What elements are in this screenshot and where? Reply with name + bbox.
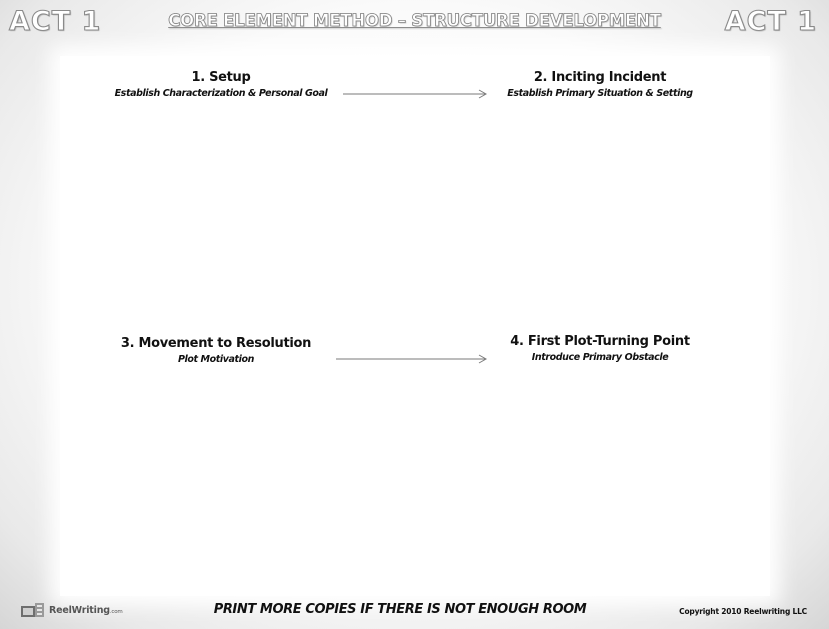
print-copies-note: PRINT MORE COPIES IF THERE IS NOT ENOUGH ROOM — [213, 602, 587, 617]
step-heading: 1. Setup — [191, 70, 251, 85]
arrow-setup-to-inciting — [343, 90, 486, 98]
step-subtitle: Establish Characterization & Personal Goal — [114, 88, 328, 99]
arrow-movement-to-turning-point — [336, 355, 486, 363]
step-subtitle: Establish Primary Situation & Setting — [507, 88, 693, 99]
act-label-left: ACT 1 — [9, 6, 102, 37]
step-heading: 3. Movement to Resolution — [120, 336, 312, 351]
copyright-text: Copyright 2010 Reelwriting LLC — [679, 607, 807, 616]
page-title: CORE ELEMENT METHOD – STRUCTURE DEVELOPMENT — [168, 11, 661, 30]
act-label-right: ACT 1 — [724, 6, 817, 37]
reelwriting-logo — [20, 600, 123, 620]
logo-text: ReelWriting.com — [49, 604, 123, 616]
film-reel-icon — [20, 601, 46, 619]
step-heading: 4. First Plot-Turning Point — [510, 334, 690, 349]
step-subtitle: Introduce Primary Obstacle — [531, 352, 669, 363]
step-subtitle: Plot Motivation — [177, 354, 255, 365]
step-heading: 2. Inciting Incident — [533, 70, 667, 85]
